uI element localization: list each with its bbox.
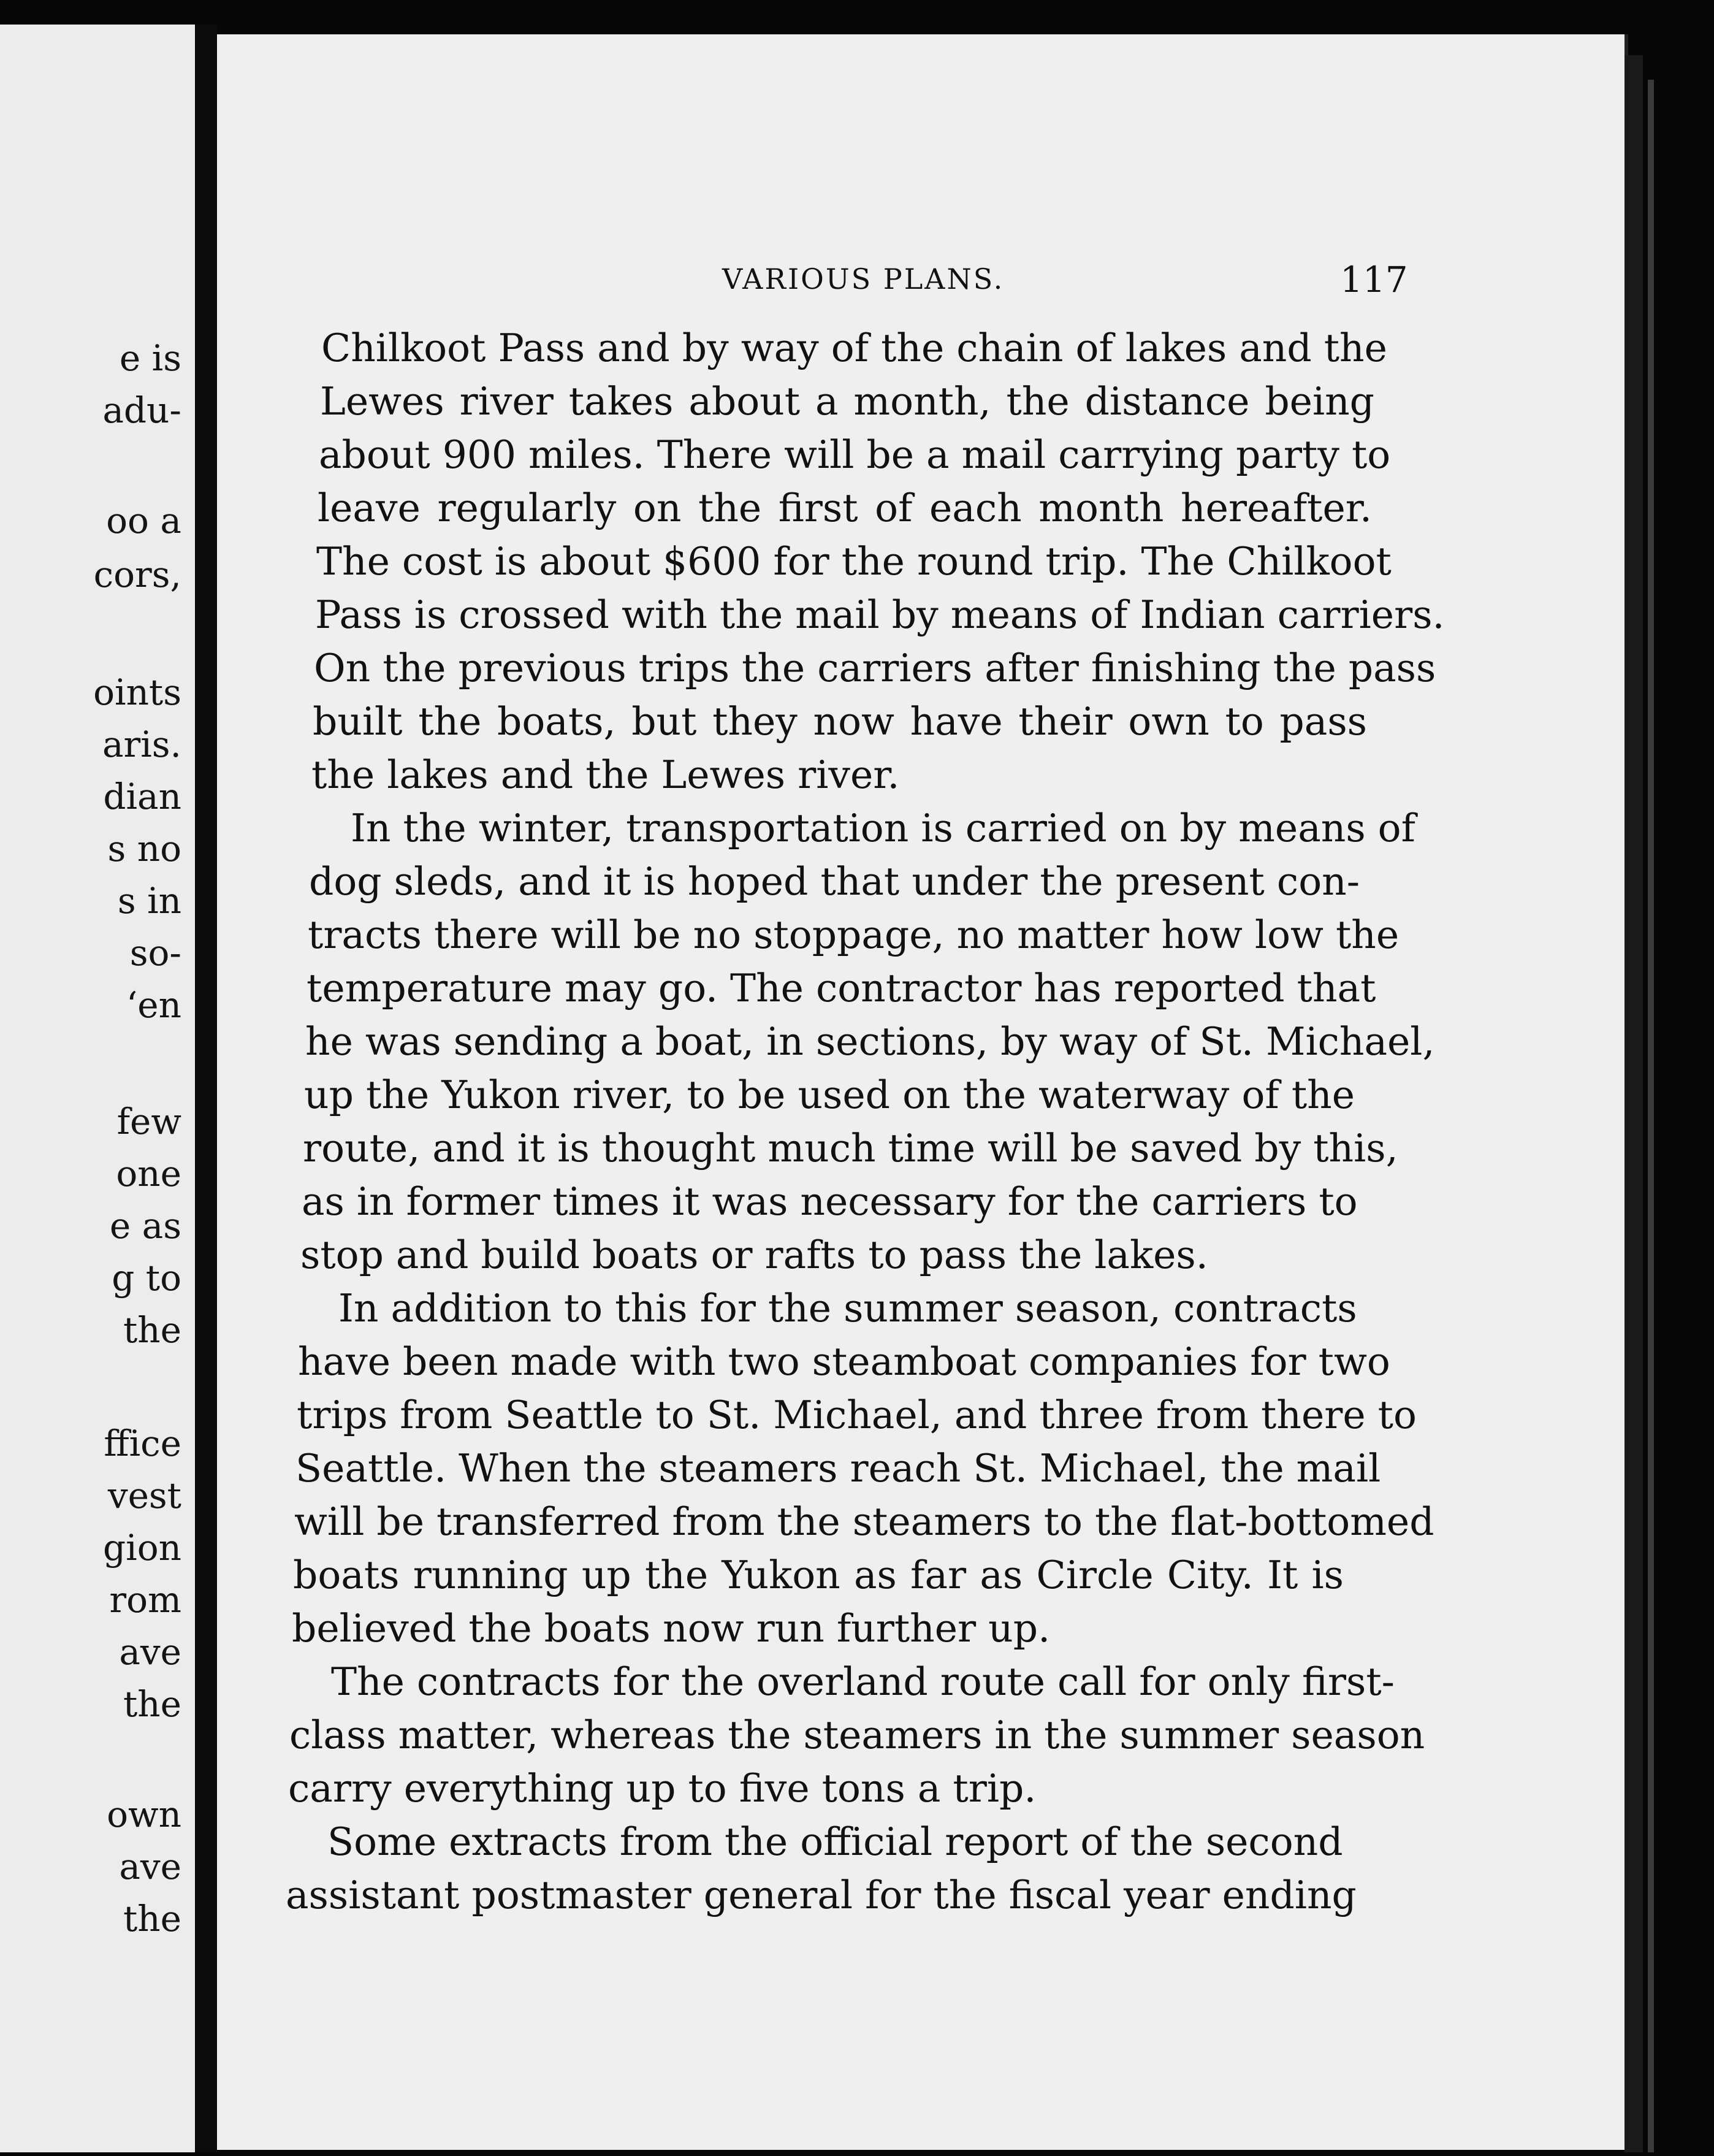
- left-fragment: adu-: [102, 389, 181, 431]
- left-fragment: one: [116, 1153, 181, 1195]
- text-line: will be transferred from the steamers to the flat-bottomed: [294, 1499, 1434, 1544]
- text-line: assistant postmaster general for the fiscal year ending: [286, 1873, 1357, 1917]
- left-fragment: the: [123, 1898, 181, 1940]
- text-line: believed the boats now run further up.: [292, 1606, 1051, 1651]
- left-fragment: the: [123, 1309, 181, 1351]
- text-line: route, and it is thought much time will be saved by this,: [303, 1126, 1398, 1171]
- left-fragment: ave: [119, 1631, 181, 1673]
- text-line: as in former times it was necessary for the carriers to: [302, 1179, 1358, 1224]
- left-fragment: vest: [107, 1475, 181, 1516]
- right-page: [217, 34, 1628, 2150]
- page-edge: [1624, 55, 1643, 2152]
- text-line: Pass is crossed with the mail by means of Indian carriers.: [315, 592, 1445, 637]
- text-line: stop and build boats or rafts to pass the lakes.: [300, 1233, 1208, 1277]
- left-fragment: aris.: [102, 724, 181, 765]
- book-gutter: [195, 25, 217, 2152]
- left-fragment: few: [116, 1101, 181, 1142]
- left-page-fragment: [0, 25, 195, 2152]
- left-fragment: the: [123, 1683, 181, 1725]
- left-fragment: dian: [103, 776, 181, 817]
- text-line: trips from Seattle to St. Michael, and three from there to: [297, 1393, 1417, 1437]
- text-line: up the Yukon river, to be used on the waterway of the: [304, 1072, 1355, 1117]
- text-line: Lewes river takes about a month, the distance being: [320, 379, 1374, 424]
- left-fragment: own: [107, 1794, 181, 1835]
- running-head: [217, 259, 1624, 312]
- text-line: he was sending a boat, in sections, by way of St. Michael,: [305, 1019, 1435, 1064]
- text-line: tracts there will be no stoppage, no matter how low the: [308, 912, 1400, 957]
- page-number: 117: [1340, 259, 1408, 300]
- left-fragment: oints: [93, 671, 181, 713]
- left-fragment: ‘en: [126, 984, 181, 1026]
- text-line: temperature may go. The contractor has reported that: [307, 966, 1376, 1011]
- left-fragment: e as: [109, 1205, 181, 1247]
- left-fragment: so-: [129, 932, 181, 974]
- text-line: carry everything up to five tons a trip.: [288, 1766, 1037, 1811]
- left-fragment: oo a: [106, 500, 181, 541]
- text-line: leave regularly on the first of each month hereafter.: [318, 486, 1372, 530]
- text-line: The contracts for the overland route call for only first-: [331, 1659, 1395, 1704]
- left-fragment: g to: [112, 1257, 181, 1299]
- text-line: class matter, whereas the steamers in the summer season: [289, 1713, 1425, 1757]
- running-head-title: VARIOUS PLANS.: [722, 262, 1005, 296]
- left-fragment: s in: [117, 880, 181, 922]
- left-fragment: ave: [119, 1846, 181, 1887]
- text-line: about 900 miles. There will be a mail carrying party to: [319, 432, 1391, 477]
- text-line: Chilkoot Pass and by way of the chain of lakes and the: [321, 326, 1387, 370]
- text-line: On the previous trips the carriers after finishing the pass: [314, 646, 1436, 690]
- text-line: boats running up the Yukon as far as Circle City. It is: [293, 1553, 1344, 1597]
- left-fragment: cors,: [93, 554, 181, 595]
- left-fragment: ffice: [104, 1423, 181, 1464]
- left-fragment: rom: [109, 1579, 181, 1621]
- text-line: The cost is about $600 for the round trip. The Chilkoot: [316, 539, 1392, 584]
- text-line: In addition to this for the summer season, contracts: [338, 1286, 1357, 1331]
- text-line: have been made with two steamboat companies for two: [298, 1339, 1390, 1384]
- left-fragment: e is: [119, 337, 181, 379]
- text-line: built the boats, but they now have their own to pass: [313, 699, 1367, 744]
- text-line: dog sleds, and it is hoped that under the present con-: [309, 859, 1360, 904]
- text-line: In the winter, transportation is carried on by means of: [351, 806, 1415, 851]
- left-fragment: gion: [103, 1527, 181, 1569]
- text-line: Seattle. When the steamers reach St. Michael, the mail: [295, 1446, 1381, 1491]
- left-fragment: s no: [107, 828, 181, 870]
- text-line: the lakes and the Lewes river.: [311, 752, 900, 797]
- page-edge-inner: [1648, 80, 1654, 2152]
- text-line: Some extracts from the official report of the second: [327, 1819, 1343, 1864]
